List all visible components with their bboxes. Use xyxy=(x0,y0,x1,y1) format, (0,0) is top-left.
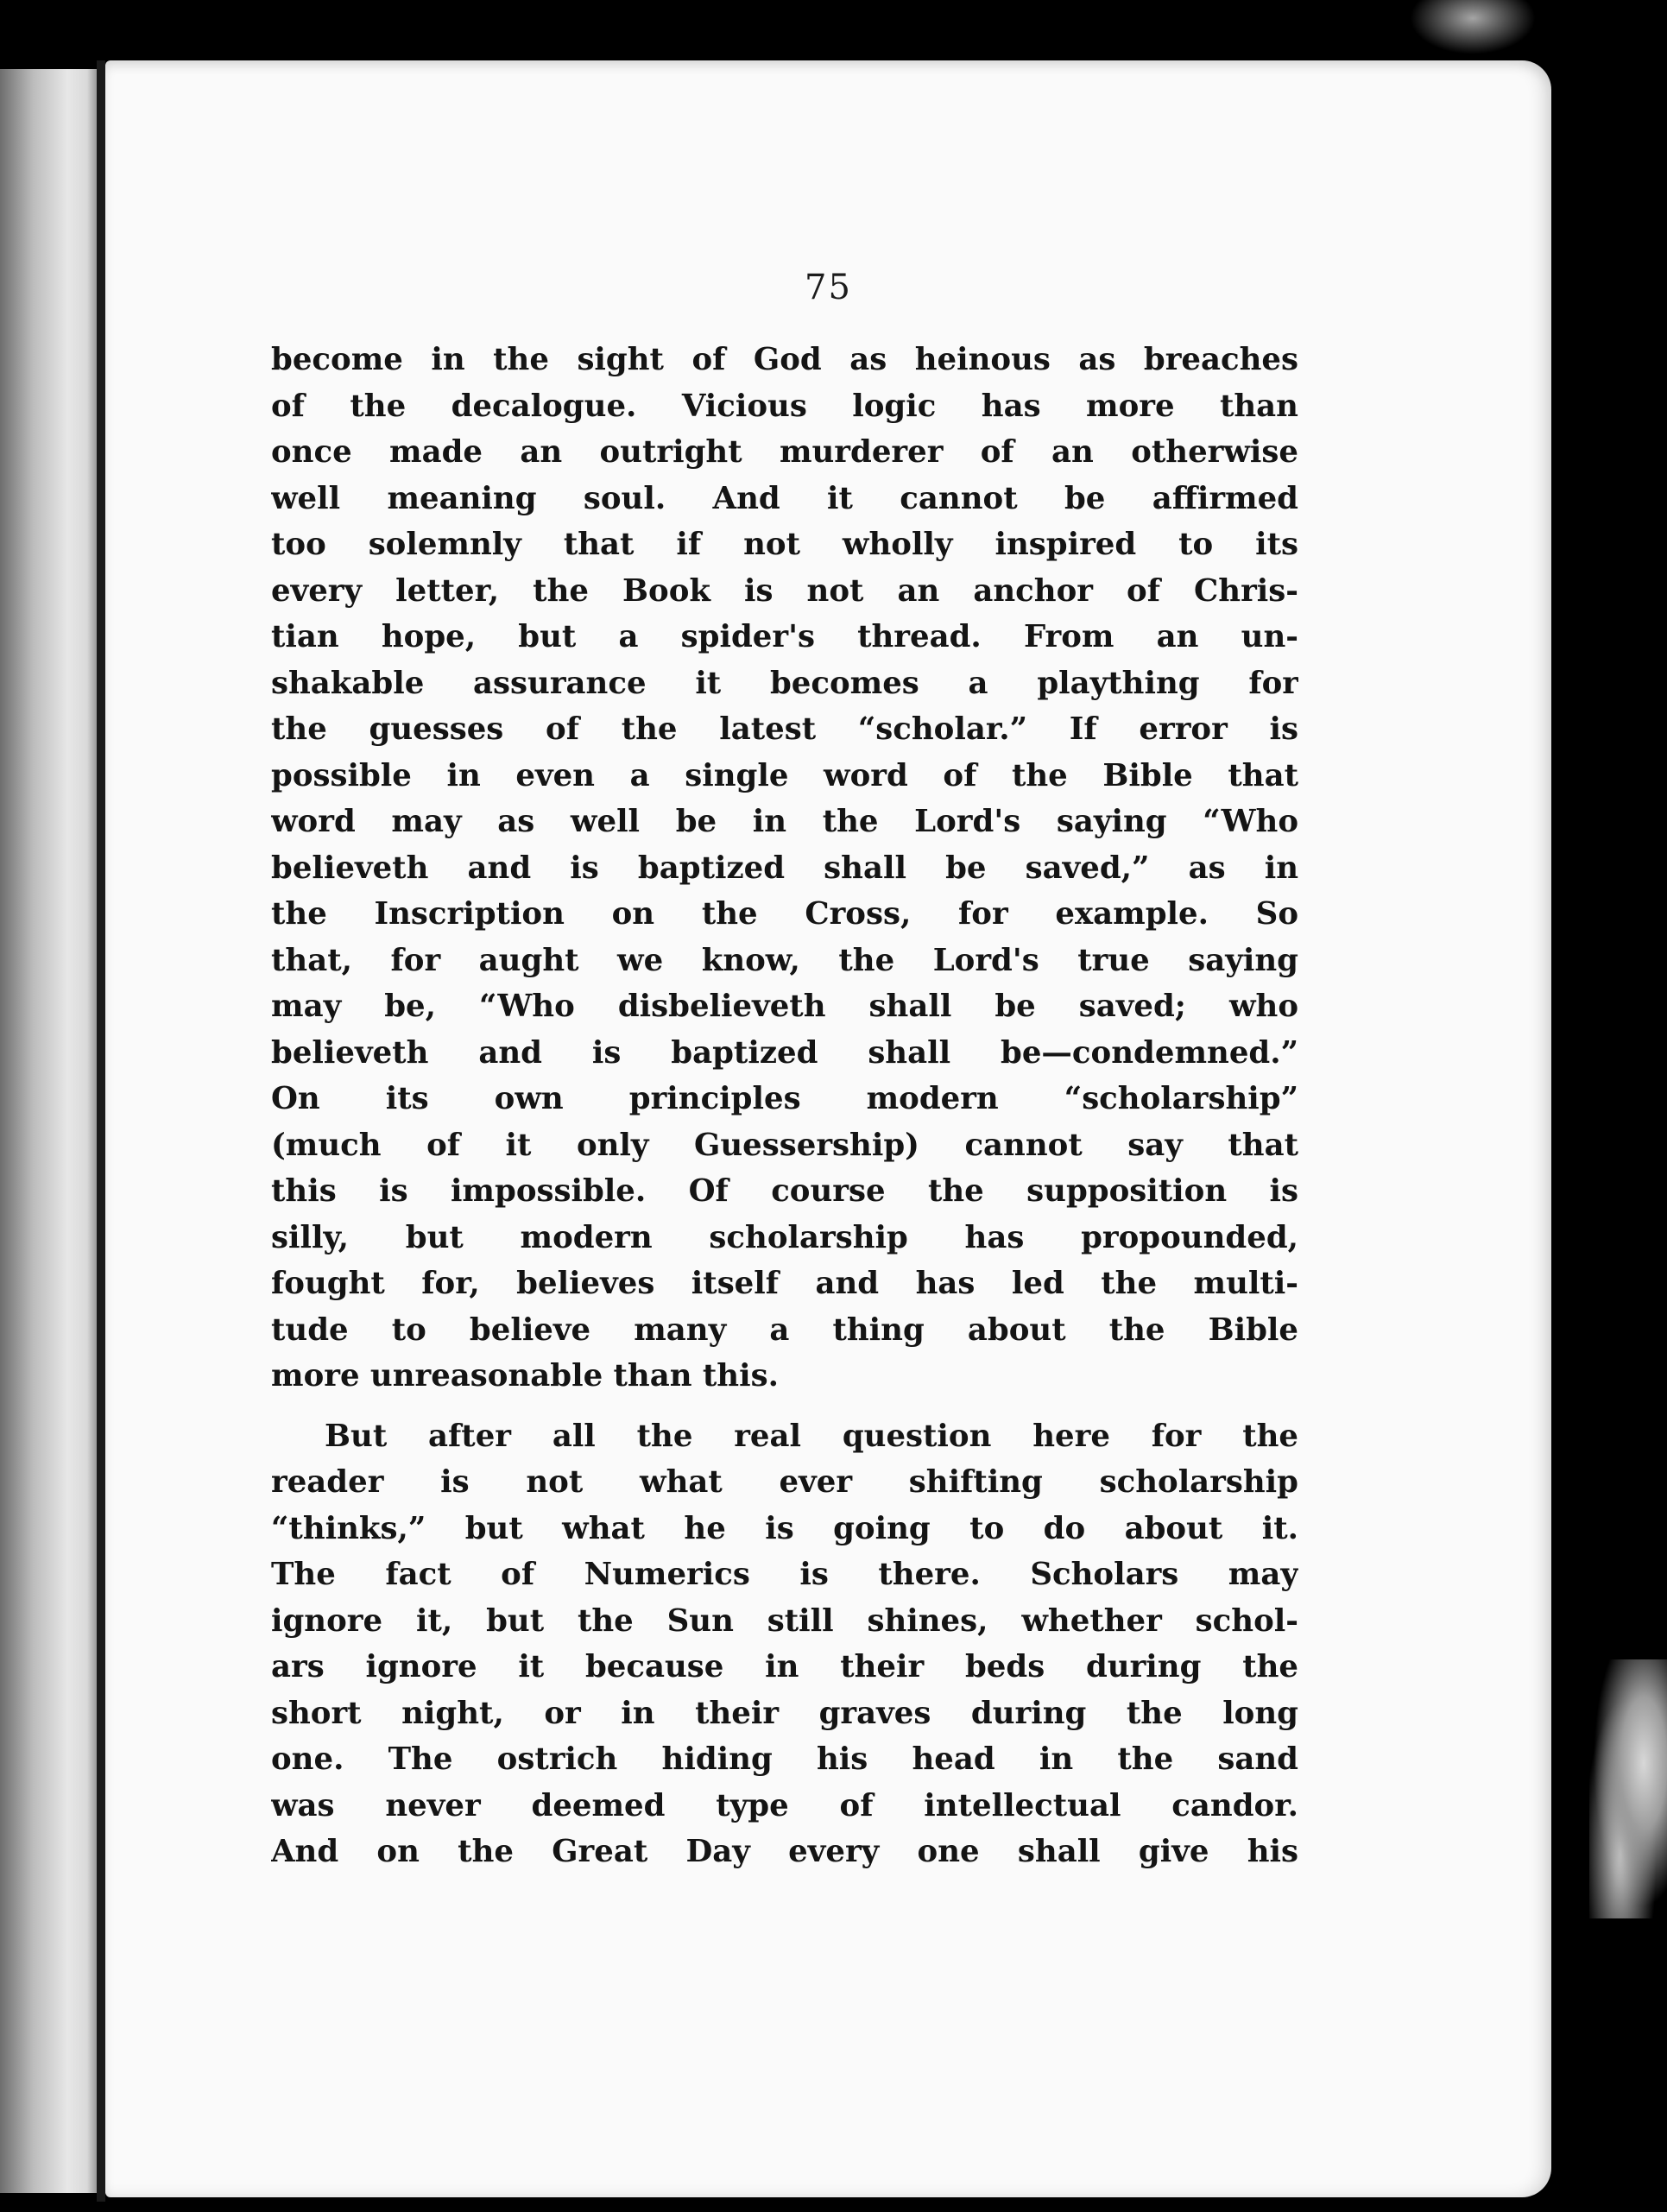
text-line: one. The ostrich hiding his head in the sand xyxy=(271,1741,1298,1777)
text-line: the guesses of the latest “scholar.” If error is xyxy=(271,711,1298,747)
text-line: believeth and is baptized shall be—condemned.” xyxy=(271,1034,1298,1071)
text-line: was never deemed type of intellectual candor. xyxy=(271,1787,1298,1823)
facing-page-edge xyxy=(0,69,97,2193)
scan-debris-right xyxy=(1589,1659,1667,1918)
paragraph-gap xyxy=(271,1400,1298,1413)
text-line: possible in even a single word of the Bible that xyxy=(271,757,1298,793)
text-line: that, for aught we know, the Lord's true saying xyxy=(271,942,1298,978)
book-page xyxy=(105,60,1551,2197)
text-line: every letter, the Book is not an anchor of Chris- xyxy=(271,572,1298,609)
text-line: once made an outright murderer of an otherwise xyxy=(271,434,1298,470)
text-line: too solemnly that if not wholly inspired to its xyxy=(271,527,1298,562)
text-line: fought for, believes itself and has led the multi- xyxy=(271,1266,1298,1301)
paragraph-2 xyxy=(271,1413,1298,1875)
text-line: silly, but modern scholarship has propounded, xyxy=(271,1219,1298,1255)
text-line: this is impossible. Of course the supposition is xyxy=(271,1173,1298,1209)
text-line: believeth and is baptized shall be saved,” as in xyxy=(271,850,1298,886)
text-line: of the decalogue. Vicious logic has more than xyxy=(271,388,1298,424)
text-line: more unreasonable than this. xyxy=(271,1358,779,1394)
paragraph-1 xyxy=(271,337,1298,1400)
text-line: tian hope, but a spider's thread. From an un- xyxy=(271,619,1298,654)
text-line: “thinks,” but what he is going to do about it. xyxy=(271,1510,1298,1546)
scan-debris-top xyxy=(1399,0,1546,60)
text-line: word may as well be in the Lord's saying “Who xyxy=(271,804,1298,839)
text-line: tude to believe many a thing about the Bible xyxy=(271,1311,1298,1348)
text-line: But after all the real question here for the xyxy=(325,1418,1298,1454)
text-line: short night, or in their graves during the long xyxy=(271,1695,1298,1731)
text-line: may be, “Who disbelieveth shall be saved; who xyxy=(271,989,1298,1024)
body-text xyxy=(271,337,1298,1875)
text-line: (much of it only Guessership) cannot say that xyxy=(271,1127,1298,1163)
text-line: well meaning soul. And it cannot be affirmed xyxy=(271,480,1298,516)
text-line: the Inscription on the Cross, for example. So xyxy=(271,896,1298,932)
text-line: The fact of Numerics is there. Scholars may xyxy=(271,1557,1298,1592)
text-line: And on the Great Day every one shall give his xyxy=(271,1834,1298,1869)
text-line: reader is not what ever shifting scholarship xyxy=(271,1464,1298,1500)
text-line: On its own principles modern “scholarship” xyxy=(271,1081,1298,1116)
page-number: 75 xyxy=(805,268,852,307)
book-gutter xyxy=(97,60,105,2202)
text-line: ars ignore it because in their beds during the xyxy=(271,1649,1298,1684)
text-line: become in the sight of God as heinous as breaches xyxy=(271,342,1298,377)
text-line: shakable assurance it becomes a plaything for xyxy=(271,665,1298,701)
text-line: ignore it, but the Sun still shines, whether schol- xyxy=(271,1602,1298,1639)
